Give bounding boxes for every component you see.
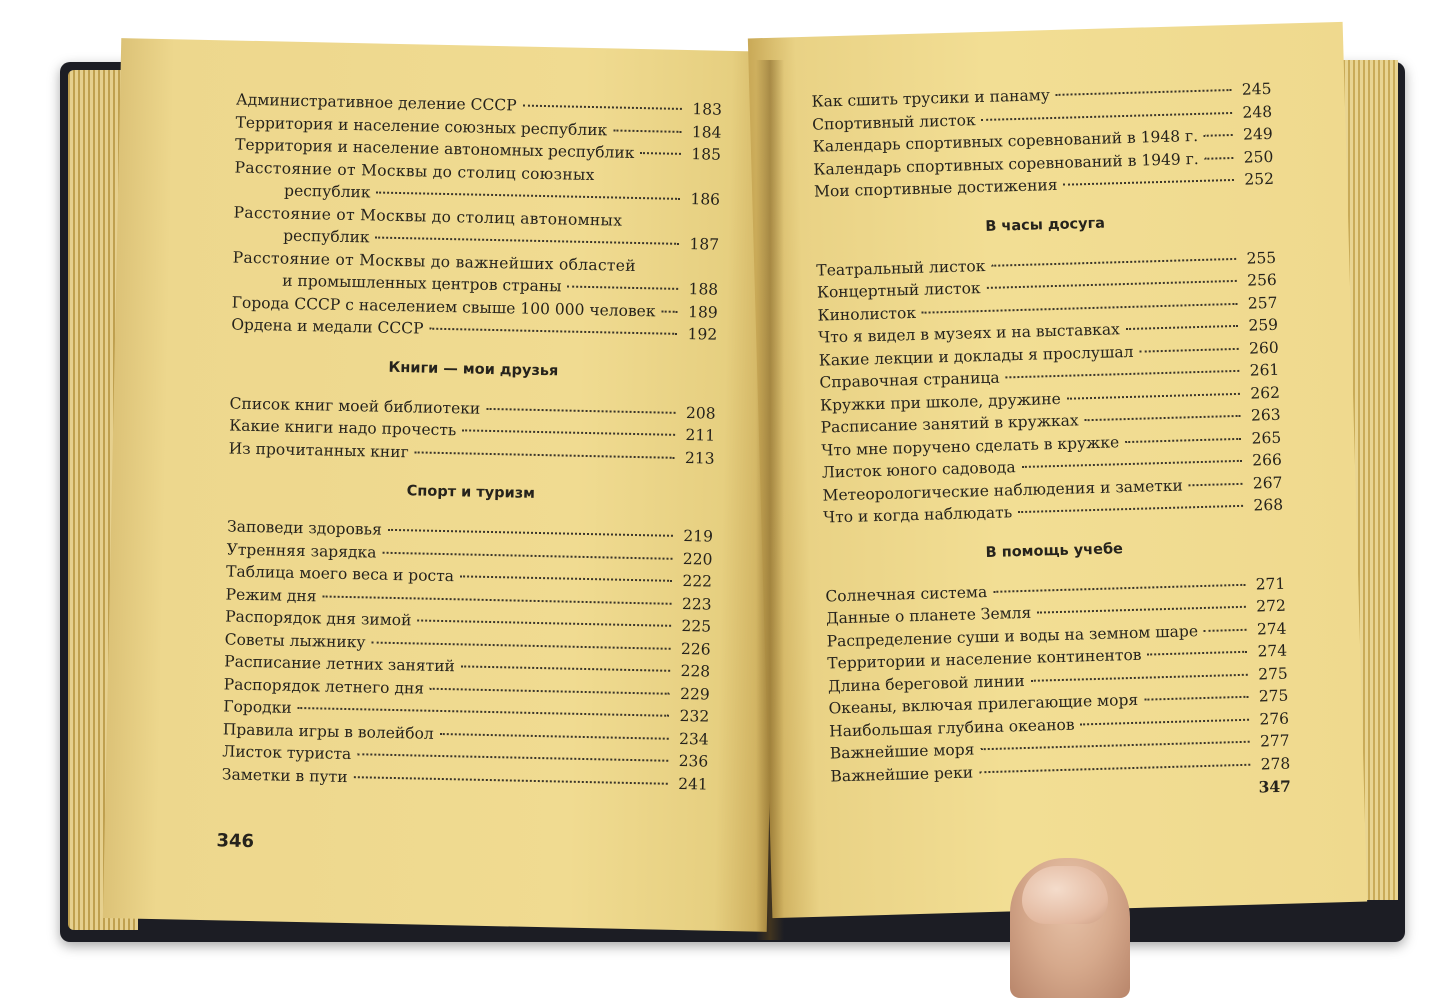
- toc-entry-title: Какие книги надо прочесть: [229, 416, 457, 440]
- toc-entry-title: Распорядок летнего дня: [223, 674, 425, 698]
- toc-entry-title: Расстояние от Москвы до важнейших областей: [232, 248, 637, 275]
- leader-dots: [461, 665, 670, 671]
- leader-dots: [1085, 415, 1241, 421]
- toc-entry-page: 208: [685, 403, 716, 423]
- leader-dots: [640, 152, 681, 155]
- leader-dots: [568, 286, 679, 290]
- toc-entry-title: Территория и население союзных республик: [235, 113, 608, 139]
- toc-entry-title: Территории и население континентов: [827, 645, 1142, 673]
- section-heading: Спорт и туризм: [406, 483, 536, 502]
- leader-dots: [460, 575, 672, 581]
- leader-dots: [429, 328, 677, 335]
- toc-entry-title: Утренняя зарядка: [226, 539, 377, 562]
- toc-entry-page: 266: [1251, 450, 1283, 470]
- book-gutter: [756, 60, 784, 940]
- spacer: [831, 793, 1257, 805]
- toc-entry-page: 236: [678, 751, 709, 771]
- toc-entry-page: 276: [1259, 709, 1290, 728]
- leader-dots: [1205, 156, 1234, 159]
- leader-dots: [1189, 482, 1243, 485]
- toc-entry-page: 187: [689, 235, 720, 254]
- leader-dots: [486, 407, 675, 413]
- leader-dots: [430, 687, 670, 694]
- toc-entry-title-continued: и промышленных центров страны: [282, 271, 562, 296]
- toc-entry-title: Распределение суши и воды на земном шаре: [826, 621, 1199, 651]
- toc-entry-page: 265: [1251, 428, 1282, 448]
- toc-entry-page: 232: [679, 706, 710, 726]
- toc-entry-page: 188: [688, 280, 719, 299]
- toc-entry-title: Расстояние от Москвы до столиц автономных: [233, 203, 623, 230]
- leader-dots: [980, 741, 1249, 751]
- leader-dots: [388, 529, 673, 537]
- toc-entry-title: Как сшить трусики и панаму: [811, 86, 1051, 111]
- leader-dots: [376, 237, 680, 245]
- toc-entry-title: Городки: [223, 697, 292, 717]
- toc-entry-page: 225: [681, 617, 712, 636]
- leader-dots: [1067, 392, 1240, 399]
- toc-entry-page: 268: [1253, 495, 1284, 515]
- toc-entry-page: 213: [684, 448, 715, 468]
- toc-entry-title: Океаны, включая прилегающие моря: [828, 690, 1139, 718]
- toc-entry-title: Режим дня: [225, 584, 317, 605]
- left-page-contents: [222, 91, 722, 798]
- toc-entry-title: Советы лыжнику: [224, 629, 366, 651]
- leader-dots: [415, 451, 675, 458]
- toc-entry-page: 183: [692, 100, 723, 119]
- toc-entry-page: 228: [680, 661, 711, 681]
- toc-entry-page: 272: [1256, 596, 1287, 616]
- toc-entry-title: Таблица моего веса и роста: [225, 562, 455, 586]
- toc-entry-title: Расписание летних занятий: [224, 652, 456, 676]
- leader-dots: [523, 105, 682, 110]
- toc-entry-page: 255: [1246, 248, 1277, 268]
- toc-entry-page: 184: [691, 122, 722, 142]
- toc-entry-page: 252: [1244, 169, 1275, 189]
- toc-entry-title: Кружки при школе, дружине: [819, 389, 1061, 415]
- toc-entry-title: Важнейшие реки: [830, 762, 974, 785]
- leader-dots: [1204, 628, 1247, 631]
- toc-entry-title: Календарь спортивных соревнований в 1949 г.: [813, 149, 1199, 179]
- leader-dots: [1022, 460, 1242, 468]
- toc-entry-title: Расстояние от Москвы до столиц союзных: [234, 158, 595, 184]
- leader-dots: [1204, 134, 1233, 137]
- leader-dots: [613, 129, 681, 132]
- toc-entry-page: 267: [1252, 473, 1283, 493]
- thumbnail: [1022, 866, 1108, 924]
- leader-dots: [922, 302, 1237, 313]
- toc-entry-title: Концертный листок: [816, 279, 981, 302]
- leader-dots: [322, 595, 671, 604]
- toc-entry-title: Театральный листок: [816, 256, 986, 280]
- toc-entry-page: 186: [690, 190, 721, 209]
- toc-entry-page: 274: [1256, 619, 1287, 638]
- toc-entry-page: 222: [682, 572, 713, 591]
- toc-entry-page: 226: [680, 639, 711, 659]
- toc-entry-page: 275: [1257, 664, 1289, 683]
- toc-entry-page: 274: [1257, 641, 1288, 661]
- toc-entry-title: Распорядок дня зимой: [225, 607, 412, 630]
- toc-entry-page: 275: [1258, 686, 1289, 706]
- toc-entry-page: 241: [678, 774, 708, 794]
- toc-entry-page: 257: [1247, 293, 1278, 313]
- toc-entry-title: Территория и население автономных республик: [234, 135, 635, 162]
- leader-dots: [372, 641, 671, 649]
- toc-entry-title: Наибольшая глубина океанов: [828, 715, 1075, 740]
- leader-dots: [1139, 347, 1238, 352]
- leader-dots: [462, 429, 675, 435]
- toc-entry-page: 234: [678, 729, 709, 749]
- leader-dots: [661, 310, 677, 312]
- leader-dots: [993, 583, 1245, 592]
- toc-entry-title: Солнечная система: [825, 582, 988, 606]
- leader-dots: [1125, 437, 1241, 442]
- toc-entry-title: Мои спортивные достижения: [813, 175, 1058, 201]
- toc-entry-title: Какие лекции и доклады я прослушал: [818, 342, 1134, 370]
- leader-dots: [354, 776, 668, 785]
- toc-entry-page: 271: [1255, 574, 1286, 594]
- leader-dots: [982, 111, 1232, 120]
- toc-entry-title: Метеорологические наблюдения и заметки: [822, 476, 1184, 505]
- leader-dots: [1018, 505, 1243, 513]
- toc-entry-title: Длина береговой линии: [827, 671, 1025, 695]
- section-heading: Книги — мои друзья: [388, 359, 559, 379]
- toc-entry-page: 248: [1242, 102, 1273, 122]
- toc-entry-title: Спортивный листок: [811, 110, 976, 134]
- toc-entry-title: Кинолисток: [817, 303, 917, 325]
- leader-dots: [1147, 651, 1247, 656]
- leader-dots: [1037, 606, 1246, 614]
- toc-entry-title: Правила игры в волейбол: [222, 719, 434, 743]
- toc-entry-title: Заповеди здоровья: [226, 517, 383, 539]
- leader-dots: [382, 551, 672, 559]
- toc-entry-page: 278: [1260, 754, 1291, 773]
- toc-entry-title-continued: республик: [283, 181, 371, 202]
- toc-entry-title: Что мне поручено сделать в кружке: [821, 432, 1120, 460]
- toc-entry-page: 211: [685, 426, 716, 445]
- toc-entry-page: 189: [687, 302, 718, 322]
- toc-entry-title: Расписание занятий в кружках: [820, 411, 1079, 437]
- toc-entry-title: Справочная страница: [819, 368, 1000, 392]
- leader-dots: [1031, 673, 1248, 681]
- leader-dots: [298, 707, 670, 717]
- toc-entry-page: 259: [1248, 315, 1279, 335]
- toc-entry-title: Административное деление СССР: [235, 90, 517, 115]
- toc-entry-page: 223: [681, 594, 712, 614]
- toc-entry-page: 185: [691, 145, 722, 164]
- section-heading: В помощь учебе: [985, 540, 1124, 561]
- toc-entry-title: Заметки в пути: [221, 764, 348, 786]
- leader-dots: [1081, 718, 1250, 725]
- toc-entry-title-continued: республик: [282, 226, 370, 247]
- leader-dots: [1006, 370, 1240, 379]
- toc-entry-title: Список книг моей библиотеки: [229, 393, 481, 418]
- toc-entry-page: 277: [1259, 731, 1290, 751]
- leader-dots: [1144, 696, 1248, 701]
- page-number: 347: [1258, 776, 1292, 797]
- toc-entry-page: 250: [1243, 147, 1274, 167]
- leader-dots: [377, 192, 681, 200]
- toc-entry-title: Из прочитанных книг: [228, 438, 409, 461]
- toc-entry-page: 192: [687, 325, 718, 344]
- toc-entry-page: 249: [1242, 124, 1273, 144]
- toc-entry-title: Ордена и медали СССР: [231, 315, 424, 338]
- toc-entry-page: 262: [1250, 383, 1281, 403]
- toc-entry-page: 229: [679, 684, 710, 704]
- leader-dots: [979, 763, 1250, 773]
- toc-entry-title: Что и когда наблюдать: [822, 503, 1013, 527]
- toc-entry-title: Данные о планете Земля: [825, 603, 1032, 628]
- toc-entry-title: Что я видел в музеях и на выставках: [817, 320, 1121, 347]
- left-page: [103, 38, 785, 932]
- section-heading: В часы досуга: [985, 215, 1106, 235]
- toc-entry-page: 220: [682, 549, 713, 569]
- toc-entry-title: Листок туриста: [222, 742, 352, 764]
- leader-dots: [357, 753, 668, 762]
- leader-dots: [991, 257, 1236, 266]
- leader-dots: [1063, 179, 1234, 186]
- right-page: [748, 22, 1367, 918]
- leader-dots: [1056, 89, 1232, 96]
- leader-dots: [417, 619, 671, 626]
- leader-dots: [1126, 325, 1238, 330]
- toc-entry-title: Города СССР с населением свыше 100 000 человек: [231, 293, 656, 320]
- toc-entry-title: Календарь спортивных соревнований в 1948 г.: [812, 126, 1199, 156]
- toc-entry-page: 256: [1246, 270, 1278, 290]
- toc-entry-page: 219: [683, 527, 714, 546]
- toc-entry-page: 260: [1248, 338, 1279, 358]
- leader-dots: [440, 732, 669, 739]
- toc-entry-page: 261: [1249, 360, 1280, 380]
- page-number: 346: [216, 830, 255, 853]
- right-page-contents: [811, 80, 1291, 812]
- toc-entry-title: Листок юного садовода: [821, 458, 1016, 482]
- toc-entry-page: 263: [1250, 405, 1281, 425]
- toc-entry-title: Важнейшие моря: [829, 740, 975, 763]
- leader-dots: [987, 280, 1237, 289]
- toc-entry-page: 245: [1241, 79, 1272, 99]
